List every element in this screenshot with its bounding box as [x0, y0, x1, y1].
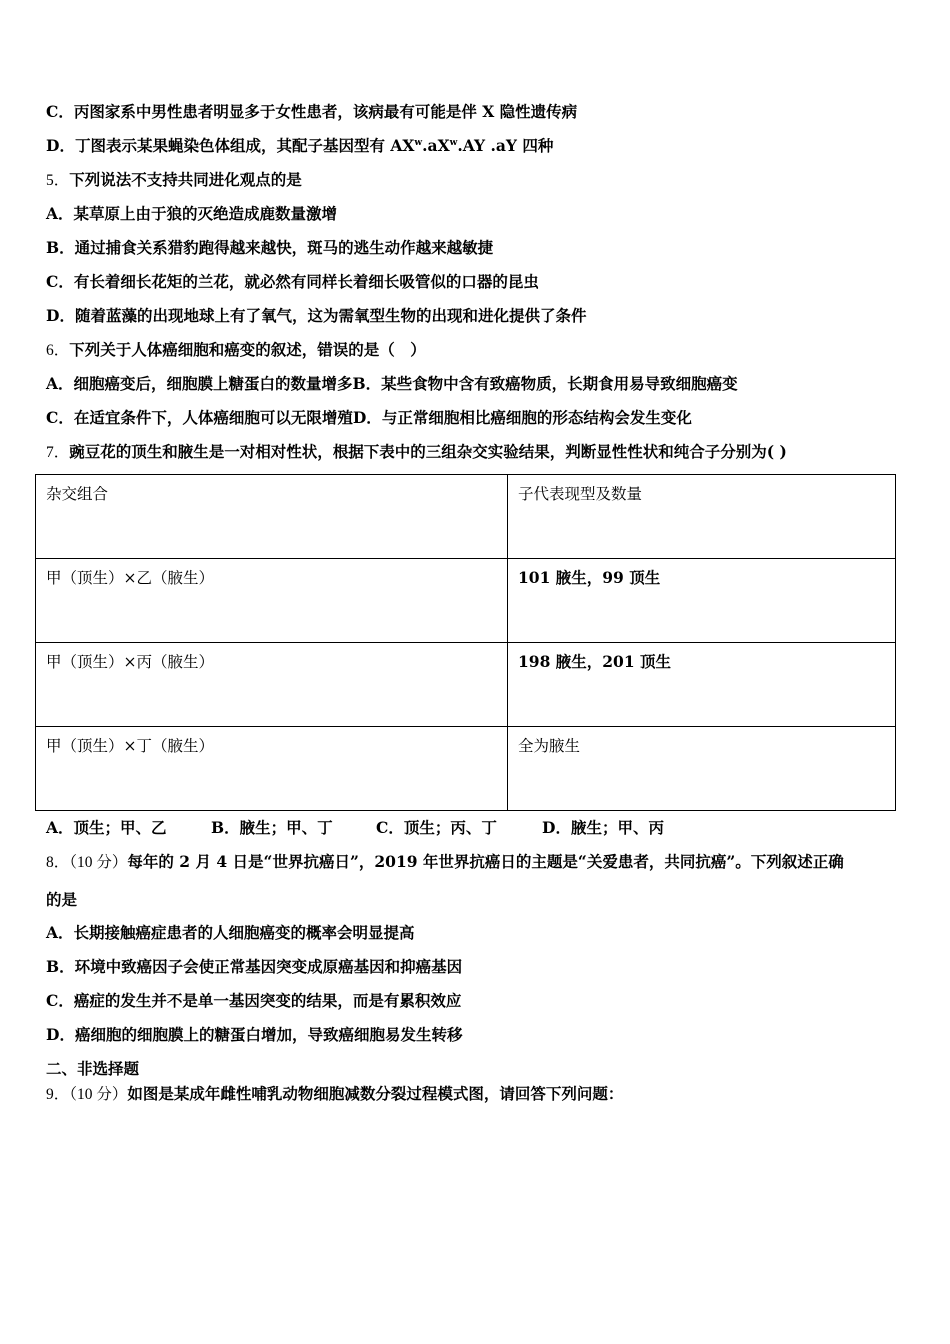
option-text: 细胞癌变后，细胞膜上糖蛋白的数量增多 [73, 374, 353, 393]
question-number: 5． [46, 172, 70, 189]
question-number: 7． [46, 444, 70, 461]
option-letter: D． [46, 136, 75, 155]
option-letter: D． [46, 306, 75, 325]
table-cell: 101 腋生，99 顶生 [508, 559, 896, 643]
q7-option-d [542, 818, 664, 838]
table-cell: 全为腋生 [508, 727, 896, 811]
q7-stem [46, 442, 787, 463]
option-text-mid: .aX [422, 136, 450, 155]
q7-option-c [376, 818, 542, 838]
table-header-cell: 子代表现型及数量 [508, 475, 896, 559]
option-text: 有长着细长花矩的兰花，就必然有同样长着细长吸管似的口器的昆虫 [73, 272, 539, 291]
option-text: 顶生；甲、乙 [73, 818, 167, 837]
q9-stem [46, 1084, 623, 1105]
option-letter: A． [46, 818, 74, 837]
option-text: 丙图家系中男性患者明显多于女性患者，该病最有可能是伴 X 隐性遗传病 [73, 102, 578, 121]
option-text: 癌细胞的细胞膜上的糖蛋白增加，导致癌细胞易发生转移 [74, 1025, 463, 1044]
question-score: （10 分） [69, 1086, 128, 1103]
question-text: 每年的 2 月 4 日是“世界抗癌日”，2019 年世界抗癌日的主题是“关爱患者，共同抗癌”。下列叙述正确 [127, 852, 844, 871]
table-cell: 甲（顶生）×丙（腋生） [36, 643, 508, 727]
q7-options [46, 818, 664, 838]
option-text: 与正常细胞相比癌细胞的形态结构会发生变化 [381, 408, 692, 427]
q8-option-d [46, 1025, 462, 1045]
q7-option-b [211, 818, 376, 838]
table-cell: 198 腋生，201 顶生 [508, 643, 896, 727]
option-letter: D． [542, 818, 571, 837]
q6-options-row1 [46, 374, 738, 394]
option-letter: A． [46, 204, 74, 223]
q5-stem [46, 170, 302, 191]
q4-option-d [46, 136, 553, 156]
option-text: 腋生；甲、丙 [570, 818, 664, 837]
superscript-w: w [414, 138, 423, 148]
option-letter: B． [46, 957, 75, 976]
option-letter: B． [352, 374, 382, 393]
option-text: 某草原上由于狼的灭绝造成鹿数量激增 [73, 204, 338, 223]
q5-option-a [46, 204, 337, 224]
cross-results-table [35, 474, 896, 811]
question-number: 9． [46, 1086, 70, 1103]
question-number: 8． [46, 854, 70, 871]
q6-stem [46, 340, 426, 361]
option-letter: C． [46, 102, 74, 121]
option-text: 顶生；丙、丁 [403, 818, 497, 837]
superscript-w: w [449, 138, 458, 148]
q6-options-row2 [46, 408, 692, 428]
option-letter: B． [46, 238, 75, 257]
table-header-cell: 杂交组合 [36, 475, 508, 559]
q8-stem-line2: 的是 [46, 890, 78, 909]
option-text: 癌症的发生并不是单一基因突变的结果，而是有累积效应 [73, 991, 462, 1010]
table-row [36, 727, 896, 811]
question-score: （10 分） [69, 854, 128, 871]
table-cell: 甲（顶生）×丁（腋生） [36, 727, 508, 811]
option-letter: D． [352, 408, 382, 427]
option-text: 环境中致癌因子会使正常基因突变成原癌基因和抑癌基因 [74, 957, 463, 976]
option-text: 通过捕食关系猎豹跑得越来越快，斑马的逃生动作越来越敏捷 [74, 238, 494, 257]
q7-option-a [46, 818, 211, 838]
question-text: 如图是某成年雌性哺乳动物细胞减数分裂过程模式图，请回答下列问题： [127, 1084, 624, 1103]
option-letter: A． [46, 923, 74, 942]
q8-option-b [46, 957, 462, 977]
q8-option-c [46, 991, 461, 1011]
option-letter: C． [46, 991, 74, 1010]
option-letter: C． [46, 408, 74, 427]
table-cell: 甲（顶生）×乙（腋生） [36, 559, 508, 643]
table-header-row [36, 475, 896, 559]
q8-stem-line1 [46, 852, 844, 873]
option-letter: A． [46, 374, 74, 393]
option-text-before: 丁图表示某果蝇染色体组成，其配子基因型有 AX [74, 136, 415, 155]
option-letter: C． [376, 818, 404, 837]
option-letter: D． [46, 1025, 75, 1044]
q4-option-c [46, 102, 577, 122]
table-row [36, 559, 896, 643]
option-text-after: .AY .aY 四种 [457, 136, 554, 155]
section-title: 二、非选择题 [46, 1059, 140, 1078]
question-text: 下列关于人体癌细胞和癌变的叙述，错误的是（ ） [69, 340, 426, 359]
table-row [36, 643, 896, 727]
question-number: 6． [46, 342, 70, 359]
option-text: 随着蓝藻的出现地球上有了氧气，这为需氧型生物的出现和进化提供了条件 [74, 306, 587, 325]
q5-option-c [46, 272, 539, 292]
option-letter: B． [211, 818, 240, 837]
option-text: 长期接触癌症患者的人细胞癌变的概率会明显提高 [73, 923, 415, 942]
option-text: 腋生；甲、丁 [239, 818, 333, 837]
q5-option-b [46, 238, 493, 258]
q5-option-d [46, 306, 586, 326]
q8-option-a [46, 923, 415, 943]
question-text: 下列说法不支持共同进化观点的是 [69, 170, 302, 189]
question-text: 豌豆花的顶生和腋生是一对相对性状，根据下表中的三组杂交实验结果，判断显性性状和纯合子分别为( ) [69, 442, 787, 461]
option-text: 某些食物中含有致癌物质，长期食用易导致细胞癌变 [381, 374, 738, 393]
option-text: 在适宜条件下，人体癌细胞可以无限增殖 [73, 408, 353, 427]
option-letter: C． [46, 272, 74, 291]
